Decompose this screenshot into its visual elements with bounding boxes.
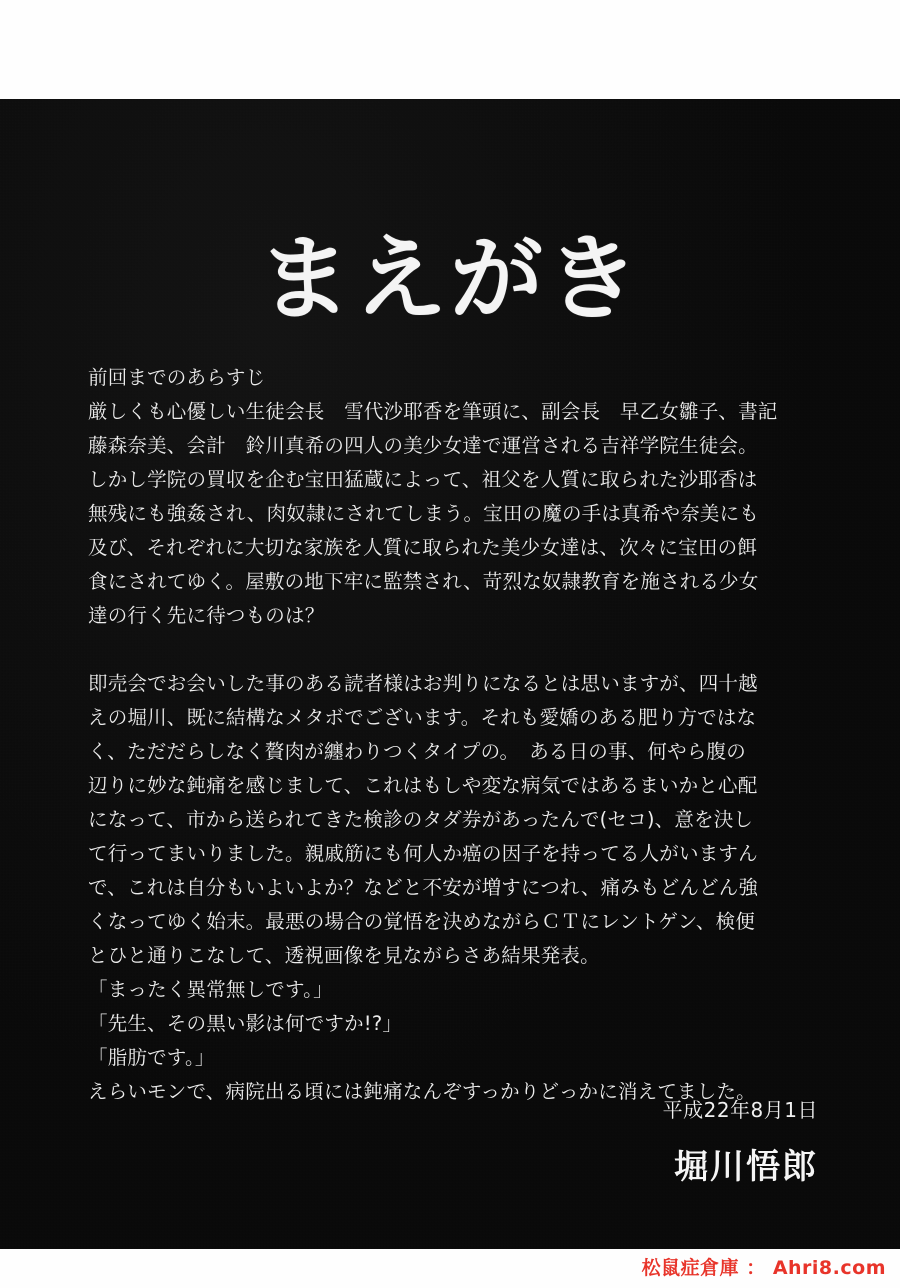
essay-line: になって、市から送られてきた検診のタダ券があったんで(セコ)、意を決し bbox=[88, 808, 754, 831]
dialogue-line: 「脂肪です。」 bbox=[88, 1046, 215, 1069]
essay-line: で、これは自分もいよいよか？などと不安が増すにつれ、痛みもどんどん強 bbox=[88, 876, 759, 899]
essay-line: くなってゆく始末。最悪の場合の覚悟を決めながらＣＴにレントゲン、検便 bbox=[88, 910, 755, 933]
essay-line: く、ただだらしなく贅肉が纏わりつくタイプの。 ある日の事、何やら腹の bbox=[88, 740, 746, 763]
essay-line: えの堀川、既に結構なメタボでございます。それも愛嬌のある肥り方ではな bbox=[88, 706, 757, 729]
scanned-page-image bbox=[0, 99, 900, 1249]
recap-line: 及び、それぞれに大切な家族を人質に取られた美少女達は、次々に宝田の餌 bbox=[88, 536, 758, 559]
site-watermark: 松鼠症倉庫 ： Ahri8.com bbox=[641, 1257, 886, 1279]
recap-line: 達の行く先に待つものは？ bbox=[88, 604, 325, 627]
page-top-margin bbox=[0, 0, 900, 99]
essay-line: て行ってまいりました。親戚筋にも何人か癌の因子を持ってる人がいますん bbox=[88, 842, 758, 865]
dialogue-line: 「先生、その黒い影は何ですか!?」 bbox=[88, 1012, 403, 1035]
essay-line: とひと通りこなして、透視画像を見ながらさあ結果発表。 bbox=[88, 944, 600, 967]
page-title: まえがき bbox=[258, 225, 642, 333]
recap-line: 藤森奈美、会計 鈴川真希の四人の美少女達で運営される吉祥学院生徒会。 bbox=[88, 434, 758, 457]
recap-line: 厳しくも心優しい生徒会長 雪代沙耶香を筆頭に、副会長 早乙女雛子、書記 bbox=[88, 400, 778, 423]
recap-line: 無残にも強姦され、肉奴隷にされてしまう。宝田の魔の手は真希や奈美にも bbox=[88, 502, 759, 525]
page-content bbox=[0, 99, 900, 1249]
essay-line: 即売会でお会いした事のある読者様はお判りになるとは思いますが、四十越 bbox=[88, 672, 758, 695]
afterword-body bbox=[88, 361, 818, 1109]
author-signature: 堀川悟郎 bbox=[674, 1147, 818, 1187]
recap-line: しかし学院の買収を企む宝田猛蔵によって、祖父を人質に取られた沙耶香は bbox=[88, 468, 758, 491]
dialogue-line: 「まったく異常無しです。」 bbox=[88, 978, 333, 1001]
date-line: 平成22年8月1日 bbox=[662, 1098, 818, 1122]
closing-line: えらいモンで、病院出る頃には鈍痛なんぞすっかりどっかに消えてました。 bbox=[88, 1080, 756, 1103]
recap-line: 食にされてゆく。屋敷の地下牢に監禁され、苛烈な奴隷教育を施される少女 bbox=[88, 570, 759, 593]
paragraph-spacer bbox=[88, 633, 818, 667]
recap-heading: 前回までのあらすじ bbox=[88, 366, 266, 389]
essay-line: 辺りに妙な鈍痛を感じまして、これはもしや変な病気ではあるまいかと心配 bbox=[88, 774, 758, 797]
